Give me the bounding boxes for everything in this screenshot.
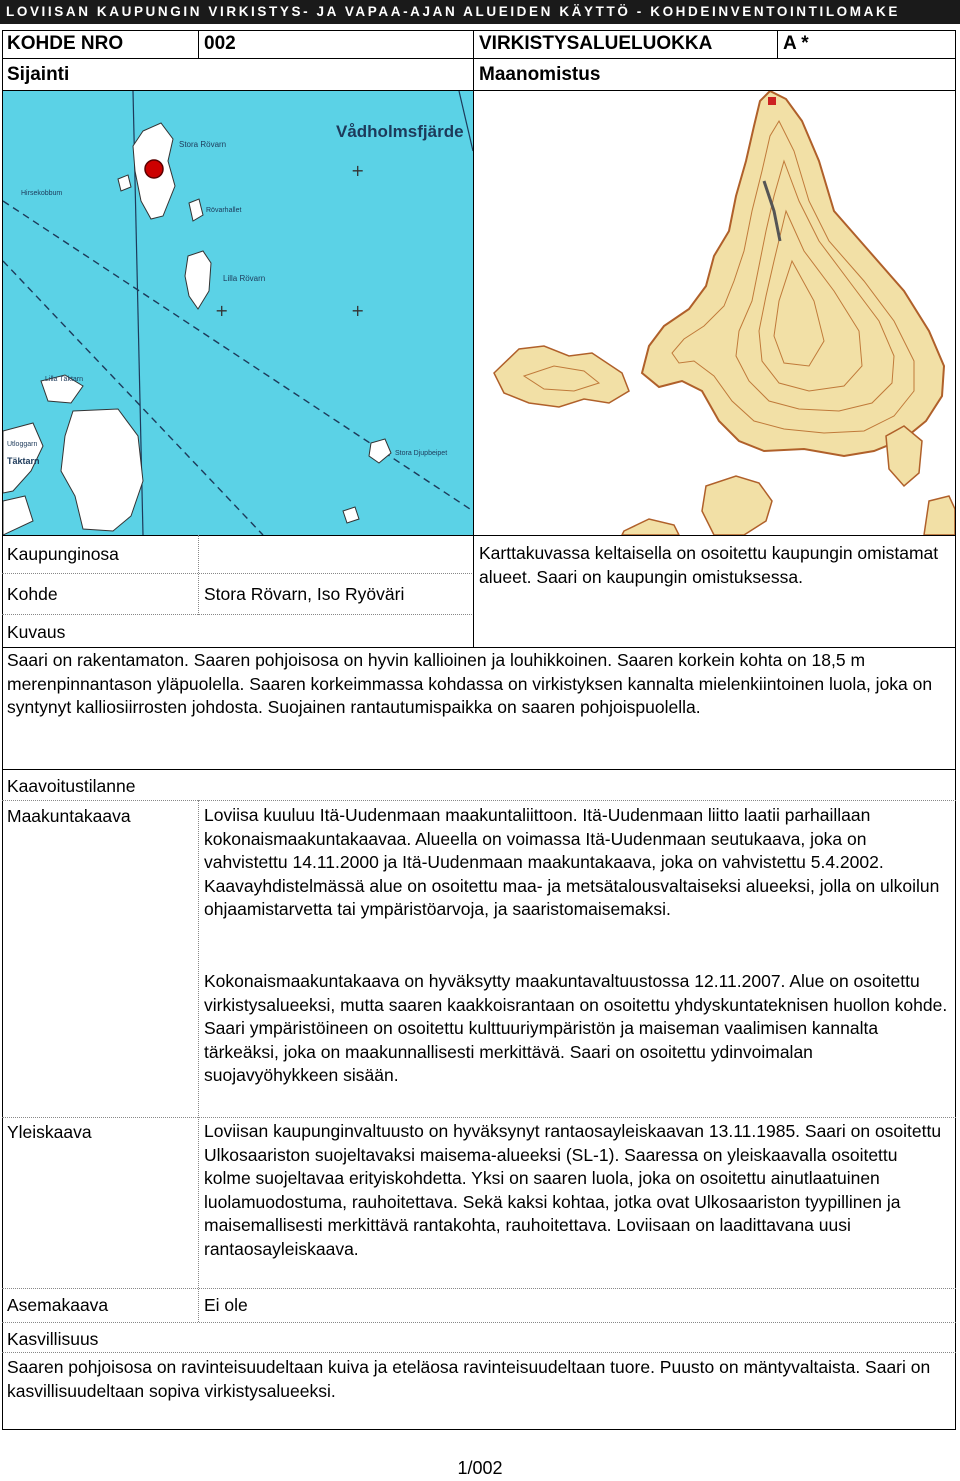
row-divider xyxy=(2,647,956,648)
col-divider xyxy=(777,30,778,58)
yleis-text: Loviisan kaupunginvaltuusto on hyväksynyt rantaosayleiskaavan 13.11.1985. Saari on osoitettu Ulkosaariston suojeltavaksi maisema-alueeksi (SL-1). Saaressa on yleiskaavalla osoitettu kolme suojeltavaa erityiskohdetta. Yksi on saaren luola, joka on osoitettu ainutlaatuinen luolamuodostuma, rauhoitettava. Sekä kaksi kohtaa, jotka ovat Ulkosaariston tyypillinen ja maisemallisesti merkittävä rantakohta, rauhoitettava. Loviisaan on laadittavana uusi rantaosayleiskaava. xyxy=(204,1121,942,1259)
ownership-note: Karttakuvassa keltaisella on osoitettu kaupungin omistamat alueet. Saari on kaupungin omistuksessa. xyxy=(479,543,939,587)
grid-cross: + xyxy=(351,161,365,180)
maakunta-text-1: Loviisa kuuluu Itä-Uudenmaan maakuntaliittoon. Itä-Uudenmaan liitto laatii parhaillaan kokonaismaakuntakaavaa. Alueella on voimassa Itä-Uudenmaan seutukaava, joka on vahvistettu 14.11.2000 ja Itä-Uudenmaan maakuntakaava, joka on vahvistettu 5.4.2002. Kaavayhdistelmässä alue on osoitettu maa- ja metsätalousvaltaiseksi alueeksi, jolla on ulkoilun ohjaamistarvetta tai ympäristöarvoja, ja saaristomaisemaksi. xyxy=(204,805,940,920)
map-label-taktarn: Täktarn xyxy=(7,456,40,466)
grid-cross: + xyxy=(215,301,229,320)
page-number: 1/002 xyxy=(457,1458,503,1478)
col-divider xyxy=(198,800,199,1322)
map-label-hirsekobbum: Hirsekobbum xyxy=(21,190,63,197)
col-divider xyxy=(198,535,199,615)
map-label-rovarhallet: Rövarhallet xyxy=(206,207,242,214)
map-label-stora-rovarn: Stora Rövarn xyxy=(179,140,227,149)
map-label-utloggarn: Utloggarn xyxy=(7,441,38,448)
map-label-lilla-rovarn: Lilla Rövarn xyxy=(223,274,266,283)
row-divider xyxy=(2,58,956,59)
kohde-nro-label: KOHDE NRO xyxy=(7,33,124,54)
row-divider xyxy=(2,800,956,801)
row-divider xyxy=(2,1352,956,1353)
asema-label: Asemakaava xyxy=(7,1295,109,1315)
row-divider xyxy=(2,573,472,574)
island-southeast xyxy=(924,496,955,535)
row-divider xyxy=(2,1288,956,1289)
sijainti-label: Sijainti xyxy=(7,64,70,85)
luokka-value: A * xyxy=(783,33,809,54)
form-header: LOVIISAN KAUPUNGIN VIRKISTYS- JA VAPAA-AJAN ALUEIDEN KÄYTTÖ - KOHDEINVENTOINTILOMAKE xyxy=(0,0,960,24)
kasvillisuus-text: Saaren pohjoisosa on ravinteisuudeltaan kuiva ja eteläosa ravinteisuudeltaan tuore. Puusto on mäntyvaltaista. Saari on kasvillisuudeltaan sopiva virkistysalueeksi. xyxy=(7,1357,931,1401)
maanomistus-label: Maanomistus xyxy=(479,64,601,85)
maakunta-label: Maakuntakaava xyxy=(7,806,131,826)
grid-cross: + xyxy=(351,301,365,320)
row-divider xyxy=(2,614,472,615)
location-marker xyxy=(145,160,163,178)
col-divider xyxy=(198,30,199,58)
row-divider xyxy=(2,769,956,770)
kuvaus-text: Saari on rakentamaton. Saaren pohjoisosa on hyvin kallioinen ja louhikkoinen. Saaren korkein kohta on 18,5 m merenpinnantason yläpuolella. Saaren korkeimmassa kohdassa on virkistyksen kannalta mielenkiintoinen luola, joka on syntynyt kalliosiirrosten johdosta. Suojainen rantautumispaikka on saaren pohjoispuolella. xyxy=(7,650,933,718)
asema-value: Ei ole xyxy=(204,1295,248,1315)
kaavoitus-label: Kaavoitustilanne xyxy=(7,776,136,796)
kohde-nro-value: 002 xyxy=(204,33,236,54)
location-map xyxy=(3,91,473,535)
ownership-map xyxy=(474,91,955,535)
yleis-label: Yleiskaava xyxy=(7,1122,92,1142)
kohde-value: Stora Rövarn, Iso Ryöväri xyxy=(204,584,405,604)
row-divider xyxy=(2,1117,956,1118)
maakunta-text-2: Kokonaismaakuntakaava on hyväksytty maakuntavaltuustossa 12.11.2007. Alue on osoitettu virkistysalueeksi, mutta saaren kaakkoisrantaan on osoitettu yhdyskuntateknisen huollon kohde. Saari ympäristöineen on osoitettu kulttuuriympäristön ja maiseman vaalimisen kannalta tärkeäksi, joka on maakunnallisesti merkittävä. Saari on osoitettu ydinvoimalan suojavyöhykkeen sisään. xyxy=(204,971,948,1086)
luokka-label: VIRKISTYSALUELUOKKA xyxy=(479,33,713,54)
row-divider xyxy=(2,1322,956,1323)
col-divider xyxy=(473,535,474,647)
kaupunginosa-label: Kaupunginosa xyxy=(7,544,119,564)
map-label-lilla-taktarn: Lilla Täktarn xyxy=(45,376,84,383)
map-label-stora-djupbeipet: Stora Djupbeipet xyxy=(395,450,448,457)
kasvillisuus-label: Kasvillisuus xyxy=(7,1329,99,1349)
ownership-marker xyxy=(768,97,776,105)
map-label-vadholmsfjarden: Vådholmsfjärde xyxy=(336,122,464,141)
kohde-label: Kohde xyxy=(7,584,58,604)
row-divider xyxy=(2,535,956,536)
kuvaus-label: Kuvaus xyxy=(7,622,66,642)
